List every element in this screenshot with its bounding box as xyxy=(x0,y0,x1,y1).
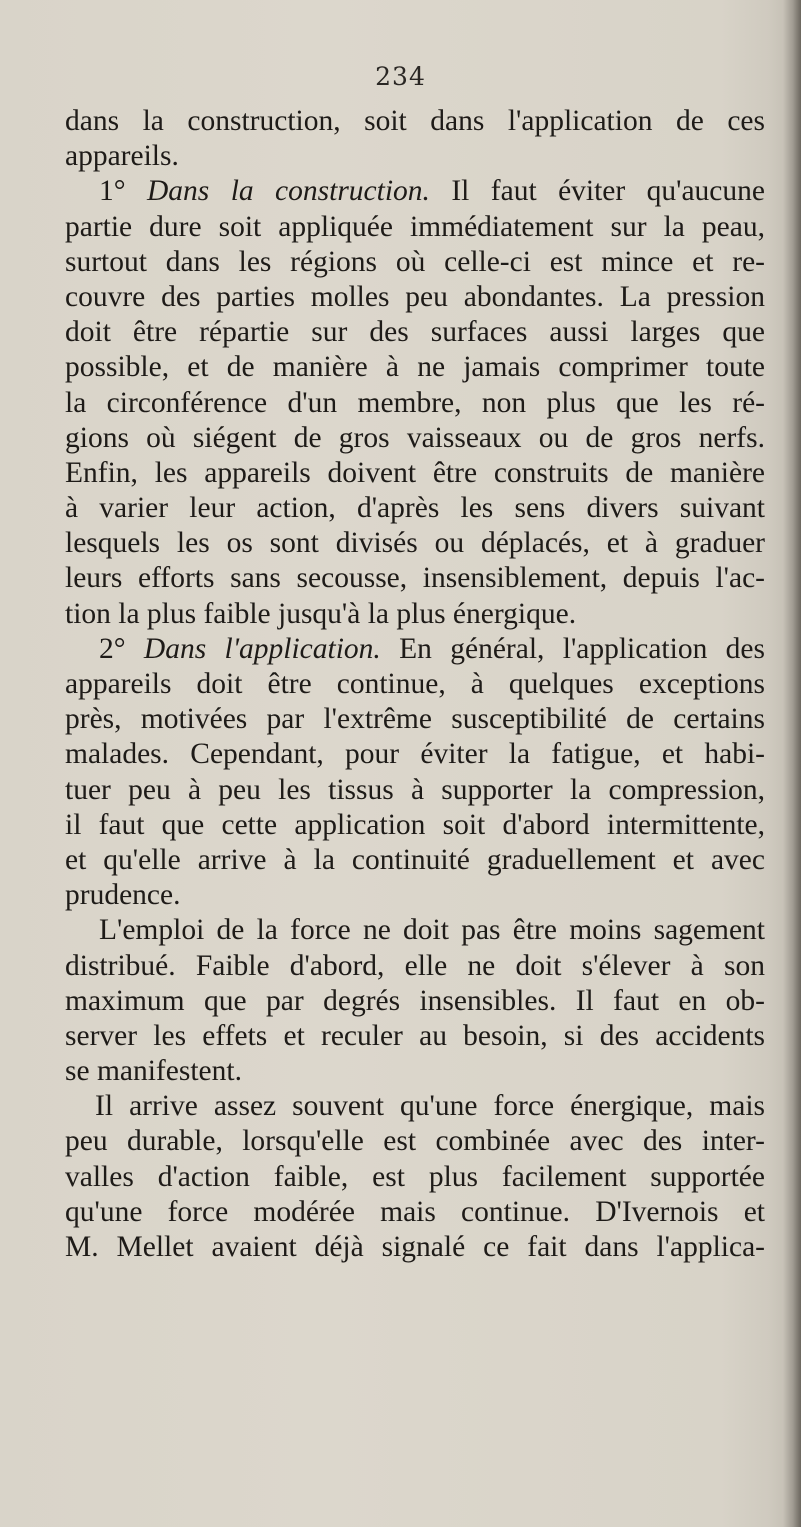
section-heading: Dans la construction. xyxy=(146,175,430,208)
text-line xyxy=(65,1160,765,1195)
line-text: valles d'action faible, est plus facilement supportée xyxy=(65,1160,765,1193)
text-line xyxy=(65,949,765,984)
text-line xyxy=(65,104,765,139)
text-line xyxy=(65,1124,765,1159)
line-text: appareils doit être continue, à quelques exceptions xyxy=(65,668,765,700)
text-line xyxy=(65,526,765,561)
text-line xyxy=(65,1195,765,1230)
line-text: maximum que par degrés insensibles. Il faut en ob- xyxy=(65,984,765,1017)
text-line xyxy=(65,1054,765,1089)
text-line xyxy=(65,702,765,737)
text-line xyxy=(65,1019,765,1054)
page-edge-shadow xyxy=(783,0,801,1527)
text-line xyxy=(65,210,765,245)
line-text: doit être répartie sur des surfaces aussi larges que xyxy=(65,316,765,349)
line-text: Il arrive assez souvent qu'une force énergique, mais xyxy=(95,1090,765,1123)
section-number: 1° xyxy=(99,175,147,208)
text-line xyxy=(65,350,765,385)
line-text: possible, et de manière à ne jamais comprimer toute xyxy=(65,351,765,384)
text-line xyxy=(65,773,765,808)
text-line xyxy=(65,315,765,350)
line-text: à varier leur action, d'après les sens divers suivant xyxy=(65,492,765,525)
line-text: couvre des parties molles peu abondantes. La pression xyxy=(65,280,765,313)
line-text: qu'une force modérée mais continue. D'Ivernois et xyxy=(65,1195,765,1228)
text-line xyxy=(65,1089,765,1124)
body-text xyxy=(65,104,765,1265)
line-text: distribué. Faible d'abord, elle ne doit s'élever à son xyxy=(65,949,765,982)
text-line xyxy=(65,597,765,632)
text-line xyxy=(65,421,765,456)
line-text: malades. Cependant, pour éviter la fatigue, et habi- xyxy=(65,738,765,771)
page-number: 234 xyxy=(375,62,426,91)
text-line xyxy=(65,139,765,174)
line-text: server les effets et reculer au besoin, si des accidents xyxy=(65,1019,765,1052)
line-text: près, motivées par l'extrême susceptibilité de certains xyxy=(65,703,765,736)
text-line xyxy=(65,491,765,526)
line-text: M. Mellet avaient déjà signalé ce fait dans l'applica- xyxy=(65,1231,765,1263)
line-text: L'emploi de la force ne doit pas être moins sagement xyxy=(99,914,765,947)
text-line xyxy=(65,984,765,1019)
text-line xyxy=(65,632,765,667)
line-text: dans la construction, soit dans l'application de ces xyxy=(65,105,765,137)
line-text: et qu'elle arrive à la continuité graduellement et avec xyxy=(65,843,765,876)
line-text: surtout dans les régions où celle-ci est mince et re- xyxy=(65,245,765,278)
text-line xyxy=(65,456,765,491)
text-line xyxy=(65,913,765,948)
text-line xyxy=(65,561,765,596)
line-text: partie dure soit appliquée immédiatement sur la peau, xyxy=(65,210,765,243)
line-text: tuer peu à peu les tissus à supporter la compression, xyxy=(65,773,765,806)
line-text: Enfin, les appareils doivent être construits de manière xyxy=(65,456,765,489)
text-line xyxy=(65,386,765,421)
text-line xyxy=(65,878,765,913)
line-text: lesquels les os sont divisés ou déplacés, et à graduer xyxy=(65,527,765,560)
text-line xyxy=(65,280,765,315)
line-text: peu durable, lorsqu'elle est combinée avec des inter- xyxy=(65,1125,765,1158)
line-text: tion la plus faible jusqu'à la plus énergique. xyxy=(65,597,577,630)
text-line xyxy=(65,808,765,843)
line-text: il faut que cette application soit d'abord intermittente, xyxy=(65,808,765,841)
text-line xyxy=(65,245,765,280)
text-line xyxy=(65,1230,765,1265)
line-text: la circonférence d'un membre, non plus que les ré- xyxy=(65,386,765,419)
line-text: leurs efforts sans secousse, insensiblement, depuis l'ac- xyxy=(65,562,765,595)
text-line xyxy=(65,667,765,702)
line-text: se manifestent. xyxy=(65,1055,242,1088)
line-text: appareils. xyxy=(65,140,179,173)
text-line xyxy=(65,843,765,878)
line-text: Il faut éviter qu'aucune xyxy=(429,175,765,208)
line-text: gions où siégent de gros vaisseaux ou de gros nerfs. xyxy=(65,421,765,454)
line-text: prudence. xyxy=(65,879,181,912)
text-line xyxy=(65,174,765,209)
section-number: 2° xyxy=(99,632,144,665)
text-line xyxy=(65,737,765,772)
line-text: En général, l'application des xyxy=(380,632,765,665)
section-heading: Dans l'application. xyxy=(143,632,381,665)
